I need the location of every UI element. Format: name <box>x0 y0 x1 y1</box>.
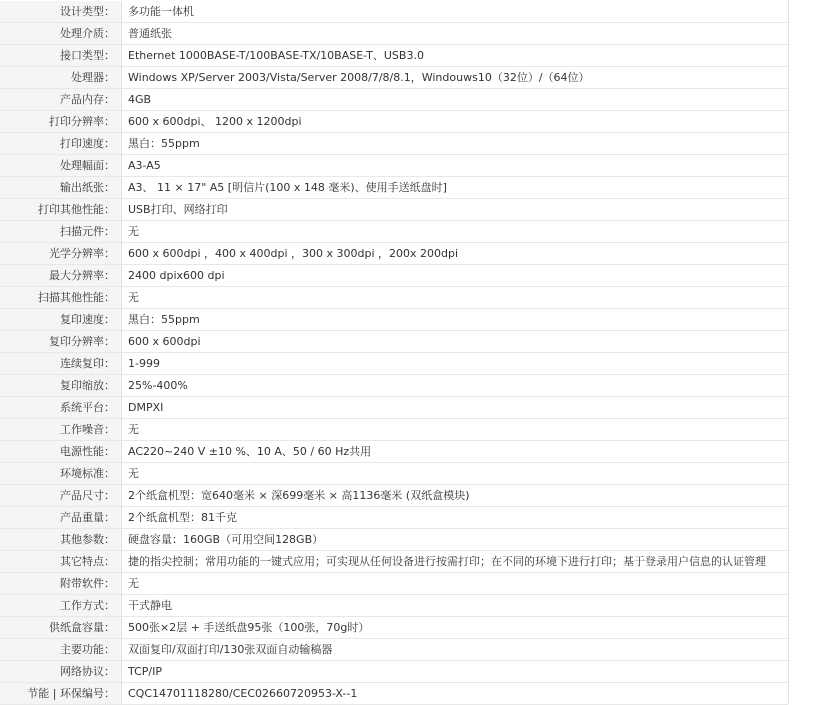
spec-row <box>0 89 788 111</box>
spec-row <box>0 441 788 463</box>
spec-value: Windows XP/Server 2003/Vista/Server 2008/7/8/8.1，Windouws10（32位）/（64位） <box>122 67 789 89</box>
spec-value: 600 x 600dpi <box>122 331 789 353</box>
spec-label: 电源性能： <box>0 441 122 463</box>
spec-value: 硬盘容量：160GB（可用空间128GB） <box>122 529 789 551</box>
spec-label: 复印速度： <box>0 309 122 331</box>
spec-row <box>0 243 788 265</box>
spec-value: AC220~240 V ±10 %、10 A、50 / 60 Hz共用 <box>122 441 789 463</box>
spec-row <box>0 133 788 155</box>
spec-value: CQC14701118280/CEC02660720953-X--1 <box>122 683 789 705</box>
spec-row <box>0 265 788 287</box>
spec-value: 无 <box>122 419 789 441</box>
spec-label: 主要功能： <box>0 639 122 661</box>
spec-label: 附带软件： <box>0 573 122 595</box>
spec-value: 2400 dpix600 dpi <box>122 265 789 287</box>
spec-value: USB打印、网络打印 <box>122 199 789 221</box>
spec-row <box>0 419 788 441</box>
spec-row <box>0 23 788 45</box>
spec-value: A3、 11 × 17" A5 [明信片(100 x 148 毫米)、使用手送纸盘时] <box>122 177 789 199</box>
spec-value: Ethernet 1000BASE-T/100BASE-TX/10BASE-T、USB3.0 <box>122 45 789 67</box>
spec-label: 工作方式： <box>0 595 122 617</box>
spec-label: 光学分辨率： <box>0 243 122 265</box>
spec-label: 打印速度： <box>0 133 122 155</box>
spec-label: 打印分辨率： <box>0 111 122 133</box>
spec-row <box>0 331 788 353</box>
spec-label: 打印其他性能： <box>0 199 122 221</box>
spec-label: 其他参数： <box>0 529 122 551</box>
spec-row <box>0 573 788 595</box>
spec-row <box>0 67 788 89</box>
spec-value: 无 <box>122 463 789 485</box>
spec-label: 接口类型： <box>0 45 122 67</box>
spec-row <box>0 111 788 133</box>
spec-value: 捷的指尖控制；常用功能的一键式应用；可实现从任何设备进行按需打印；在不同的环境下进行打印；基于登录用户信息的认证管理 <box>122 551 789 573</box>
spec-value: A3-A5 <box>122 155 789 177</box>
spec-label: 扫描其他性能： <box>0 287 122 309</box>
spec-value: TCP/IP <box>122 661 789 683</box>
spec-row <box>0 529 788 551</box>
spec-value: 黑白：55ppm <box>122 309 789 331</box>
spec-value: DMPXI <box>122 397 789 419</box>
spec-table-body <box>0 1 788 705</box>
spec-row <box>0 177 788 199</box>
spec-value: 无 <box>122 573 789 595</box>
spec-label: 最大分辨率： <box>0 265 122 287</box>
spec-value: 无 <box>122 221 789 243</box>
spec-value: 2个纸盒机型：宽640毫米 × 深699毫米 × 高1136毫米 (双纸盒模块) <box>122 485 789 507</box>
spec-label: 处理介质： <box>0 23 122 45</box>
spec-value: 多功能一体机 <box>122 1 789 23</box>
spec-label: 环境标准： <box>0 463 122 485</box>
spec-row <box>0 661 788 683</box>
spec-row <box>0 595 788 617</box>
spec-label: 复印缩放： <box>0 375 122 397</box>
spec-row <box>0 221 788 243</box>
spec-row <box>0 45 788 67</box>
spec-value: 4GB <box>122 89 789 111</box>
spec-row <box>0 639 788 661</box>
spec-label: 产品重量： <box>0 507 122 529</box>
spec-label: 输出纸张： <box>0 177 122 199</box>
spec-row <box>0 155 788 177</box>
spec-row <box>0 353 788 375</box>
spec-label: 复印分辨率： <box>0 331 122 353</box>
spec-label: 节能 | 环保编号： <box>0 683 122 705</box>
spec-row <box>0 309 788 331</box>
spec-label: 网络协议： <box>0 661 122 683</box>
spec-value: 普通纸张 <box>122 23 789 45</box>
spec-label: 供纸盒容量： <box>0 617 122 639</box>
spec-value: 500张×2层 + 手送纸盘95张（100张，70g时） <box>122 617 789 639</box>
spec-value: 黑白：55ppm <box>122 133 789 155</box>
spec-value: 双面复印/双面打印/130张双面自动输稿器 <box>122 639 789 661</box>
spec-value: 无 <box>122 287 789 309</box>
spec-row <box>0 507 788 529</box>
spec-row <box>0 397 788 419</box>
spec-row <box>0 287 788 309</box>
spec-row <box>0 617 788 639</box>
spec-label: 处理幅面： <box>0 155 122 177</box>
spec-label: 处理器： <box>0 67 122 89</box>
spec-value: 2个纸盒机型：81千克 <box>122 507 789 529</box>
spec-label: 连续复印： <box>0 353 122 375</box>
spec-label: 其它特点： <box>0 551 122 573</box>
spec-value: 600 x 600dpi、 1200 x 1200dpi <box>122 111 789 133</box>
spec-value: 1-999 <box>122 353 789 375</box>
spec-table <box>0 1 788 705</box>
spec-row <box>0 375 788 397</box>
spec-row <box>0 485 788 507</box>
spec-value: 600 x 600dpi ，400 x 400dpi ，300 x 300dpi ，200x 200dpi <box>122 243 789 265</box>
spec-label: 系统平台： <box>0 397 122 419</box>
spec-label: 设计类型： <box>0 1 122 23</box>
spec-label: 产品内存： <box>0 89 122 111</box>
spec-row <box>0 463 788 485</box>
spec-row <box>0 1 788 23</box>
spec-value: 25%-400% <box>122 375 789 397</box>
spec-row <box>0 683 788 705</box>
spec-label: 工作噪音： <box>0 419 122 441</box>
spec-label: 扫描元件： <box>0 221 122 243</box>
spec-label: 产品尺寸： <box>0 485 122 507</box>
spec-row <box>0 199 788 221</box>
spec-row <box>0 551 788 573</box>
spec-value: 干式静电 <box>122 595 789 617</box>
